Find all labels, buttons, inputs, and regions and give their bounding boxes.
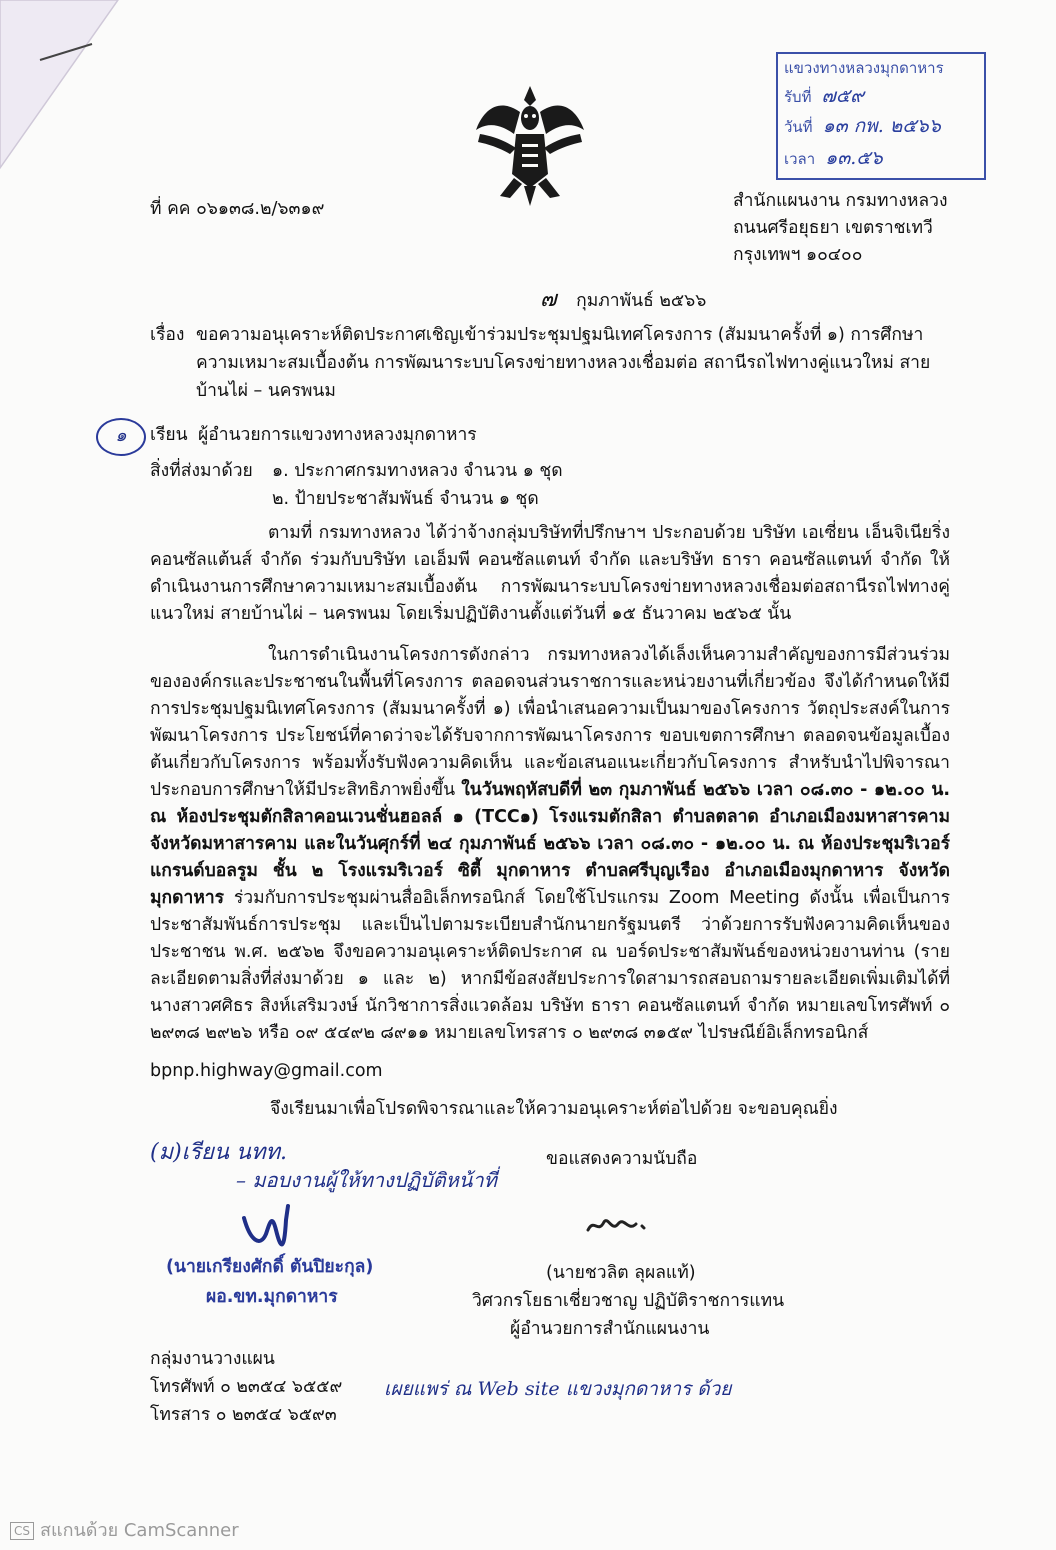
handwritten-note-1: (ม)เรียน นทท. (150, 1140, 287, 1165)
sender-line-3: กรุงเทพฯ ๑๐๔๐๐ (733, 245, 863, 265)
body-paragraph-2-text-b: ร่วมกับการประชุมผ่านสื่ออิเล็กทรอนิกส์ โดยใช้โปรแกรม Zoom Meeting ดังนั้น เพื่อเป็นการประชาสัมพันธ์การประชุม และเป็นไปตามระเบียบสำนักนายกรัฐมนตรี ว่าด้วยการรับฟังความคิดเห็นของประชาชน พ.ศ. ๒๕๖๒ จึงขอความอนุเคราะห์ติดประกาศ ณ บอร์ดประชาสัมพันธ์ของหน่วยงานท่าน (รายละเอียดตามสิ่งที่ส่งมาด้วย ๑ และ ๒) หากมีข้อสงสัยประการใดสามารถสอบถามรายละเอียดเพิ่มเติมได้ที่ นางสาวศศิธร สิงห์เสริมวงษ์ นักวิชาการสิ่งแวดล้อม บริษัท ธารา คอนซัลแตนท์ จำกัด หมายเลขโทรศัพท์ ๐ ๒๙๓๘ ๒๙๒๖ หรือ ๐๙ ๕๔๙๒ ๘๙๑๑ หมายเลขโทรสาร ๐ ๒๙๓๘ ๓๑๕๙ ไปรษณีย์อิเล็กทรอนิกส์ (150, 888, 950, 1043)
right-signatory-position-1: วิศวกรโยธาเชี่ยวชาญ ปฏิบัติราชการแทน (472, 1291, 785, 1311)
sender-line-1: สำนักแผนงาน กรมทางหลวง (733, 191, 948, 211)
stamp-receipt-no: ๗๕๙ (821, 85, 865, 107)
subject-line-3: บ้านไผ่ – นครพนม (196, 381, 336, 401)
camscanner-text: สแกนด้วย CamScanner (40, 1520, 239, 1541)
body-paragraph-2-text-a: ในการดำเนินงานโครงการดังกล่าว กรมทางหลวงได้เล็งเห็นความสำคัญของการมีส่วนร่วมขององค์กรและประชาชนในพื้นที่โครงการ ตลอดจนส่วนราชการและหน่วยงานที่เกี่ยวข้อง จึงได้กำหนดให้มีการประชุมปฐมนิเทศโครงการ (สัมมนาครั้งที่ ๑) เพื่อนำเสนอความเป็นมาของโครงการ วัตถุประสงค์ในการพัฒนาโครงการ ประโยชน์ที่คาดว่าจะได้รับจากการพัฒนาโครงการ ขอบเขตการศึกษา ตลอดจนข้อมูลเบื้องต้นเกี่ยวกับโครงการ พร้อมทั้งรับฟังความคิดเห็น และข้อเสนอแนะเกี่ยวกับโครงการ สำหรับนำไปพิจารณาประกอบการศึกษาให้มีประสิทธิภาพยิ่งขึ้น (150, 645, 950, 800)
stamp-date-label: วันที่ (784, 118, 813, 136)
closing-paragraph: จึงเรียนมาเพื่อโปรดพิจารณาและให้ความอนุเคราะห์ต่อไปด้วย จะขอบคุณยิ่ง (270, 1099, 838, 1119)
letter-date-day: ๗ (540, 287, 557, 312)
closing-salutation: ขอแสดงความนับถือ (546, 1149, 698, 1169)
subject-line-2: ความเหมาะสมเบื้องต้น การพัฒนาระบบโครงข่ายทางหลวงเชื่อมต่อ สถานีรถไฟทางคู่แนวใหม่ สาย (196, 353, 931, 373)
handwritten-signature-right (584, 1210, 654, 1240)
stamp-time: ๑๓.๕๖ (825, 147, 883, 169)
enclosure-label: สิ่งที่ส่งมาด้วย (150, 461, 253, 481)
circled-handwritten-mark: ๑ (115, 425, 127, 446)
recipient-label: เรียน (150, 425, 188, 445)
subject-line-1: ขอความอนุเคราะห์ติดประกาศเชิญเข้าร่วมประชุมปฐมนิเทศโครงการ (สัมมนาครั้งที่ ๑) การศึกษา (196, 325, 924, 345)
camscanner-logo: CS (10, 1522, 34, 1540)
contact-phone: โทรศัพท์ ๐ ๒๓๕๔ ๖๕๕๙ (150, 1377, 343, 1397)
camscanner-watermark (10, 1515, 239, 1544)
enclosure-item: ๑. ประกาศกรมทางหลวง จำนวน ๑ ชุด (272, 461, 563, 481)
handwritten-signature-left (236, 1200, 306, 1260)
body-paragraph-1 (150, 520, 950, 628)
body-paragraph-2 (150, 642, 950, 1047)
letter-date: กุมภาพันธ์ ๒๕๖๖ (576, 291, 707, 311)
contact-fax: โทรสาร ๐ ๒๓๕๔ ๖๕๙๓ (150, 1405, 337, 1425)
enclosure-item: ๒. ป้ายประชาสัมพันธ์ จำนวน ๑ ชุด (272, 489, 539, 509)
receiving-stamp (776, 52, 986, 180)
handwritten-note-2: – มอบงานผู้ให้ทางปฏิบัติหน้าที่ (236, 1168, 497, 1192)
garuda-emblem-icon (470, 78, 590, 208)
folded-page-corner (0, 0, 140, 180)
right-signatory-name: (นายชวลิต ลุผลแท้) (546, 1263, 696, 1283)
stamp-office: แขวงทางหลวงมุกดาหาร (784, 59, 944, 77)
stamp-date: ๑๓ กพ. ๒๕๖๖ (822, 115, 941, 137)
contact-unit: กลุ่มงานวางแผน (150, 1349, 275, 1369)
sender-line-2: ถนนศรีอยุธยา เขตราชเทวี (733, 218, 933, 238)
meeting-schedule: ในวันพฤหัสบดีที่ ๒๓ กุมภาพันธ์ ๒๕๖๖ เวลา ๐๘.๓๐ - ๑๒.๐๐ น. ณ ห้องประชุมตักสิลาคอนเวนชั่นฮอลล์ ๑ (TCC๑) โรงแรมตักสิลา ตำบลตลาด อำเภอเมืองมหาสารคาม จังหวัดมหาสารคาม และในวันศุกร์ที่ ๒๔ กุมภาพันธ์ ๒๕๖๖ เวลา ๐๘.๓๐ - ๑๒.๐๐ น. ณ ห้องประชุมริเวอร์แกรนด์บอลรูม ชั้น ๒ โรงแรมริเวอร์ ซิตี้ มุกดาหาร ตำบลศรีบุญเรือง อำเภอเมืองมุกดาหาร จังหวัดมุกดาหาร (150, 780, 950, 908)
left-signatory-name: (นายเกรียงศักดิ์ ตันปิยะกุล) (166, 1257, 374, 1277)
reference-number: ที่ คค ๐๖๑๓๘.๒/๖๓๑๙ (150, 199, 325, 219)
right-signatory-position-2: ผู้อำนวยการสำนักแผนงาน (510, 1319, 710, 1339)
subject-label: เรื่อง (150, 325, 185, 345)
recipient-name: ผู้อำนวยการแขวงทางหลวงมุกดาหาร (198, 425, 477, 445)
contact-email: bpnp.highway@gmail.com (150, 1061, 383, 1081)
stamp-time-label: เวลา (784, 150, 816, 168)
stamp-receipt-label: รับที่ (784, 88, 812, 106)
left-signatory-position: ผอ.ขท.มุกดาหาร (206, 1287, 338, 1307)
body-paragraph-1-text: ตามที่ กรมทางหลวง ได้ว่าจ้างกลุ่มบริษัทที่ปรึกษาฯ ประกอบด้วย บริษัท เอเซี่ยน เอ็นจิเนียริ่ง คอนซัลแต้นส์ จำกัด ร่วมกับบริษัท เอเอ็มพี คอนซัลแตนท์ จำกัด และบริษัท ธารา คอนซัลแตนท์ จำกัด ให้ดำเนินงานการศึกษาความเหมาะสมเบื้องต้น การพัฒนาระบบโครงข่ายทางหลวงเชื่อมต่อสถานีรถไฟทางคู่แนวใหม่ สายบ้านไผ่ – นครพนม โดยเริ่มปฏิบัติงานตั้งแต่วันที่ ๑๕ ธันวาคม ๒๕๖๕ นั้น (150, 523, 950, 624)
handwritten-note-3: เผยแพร่ ณ Web site แขวงมุกดาหาร ด้วย (384, 1378, 732, 1400)
